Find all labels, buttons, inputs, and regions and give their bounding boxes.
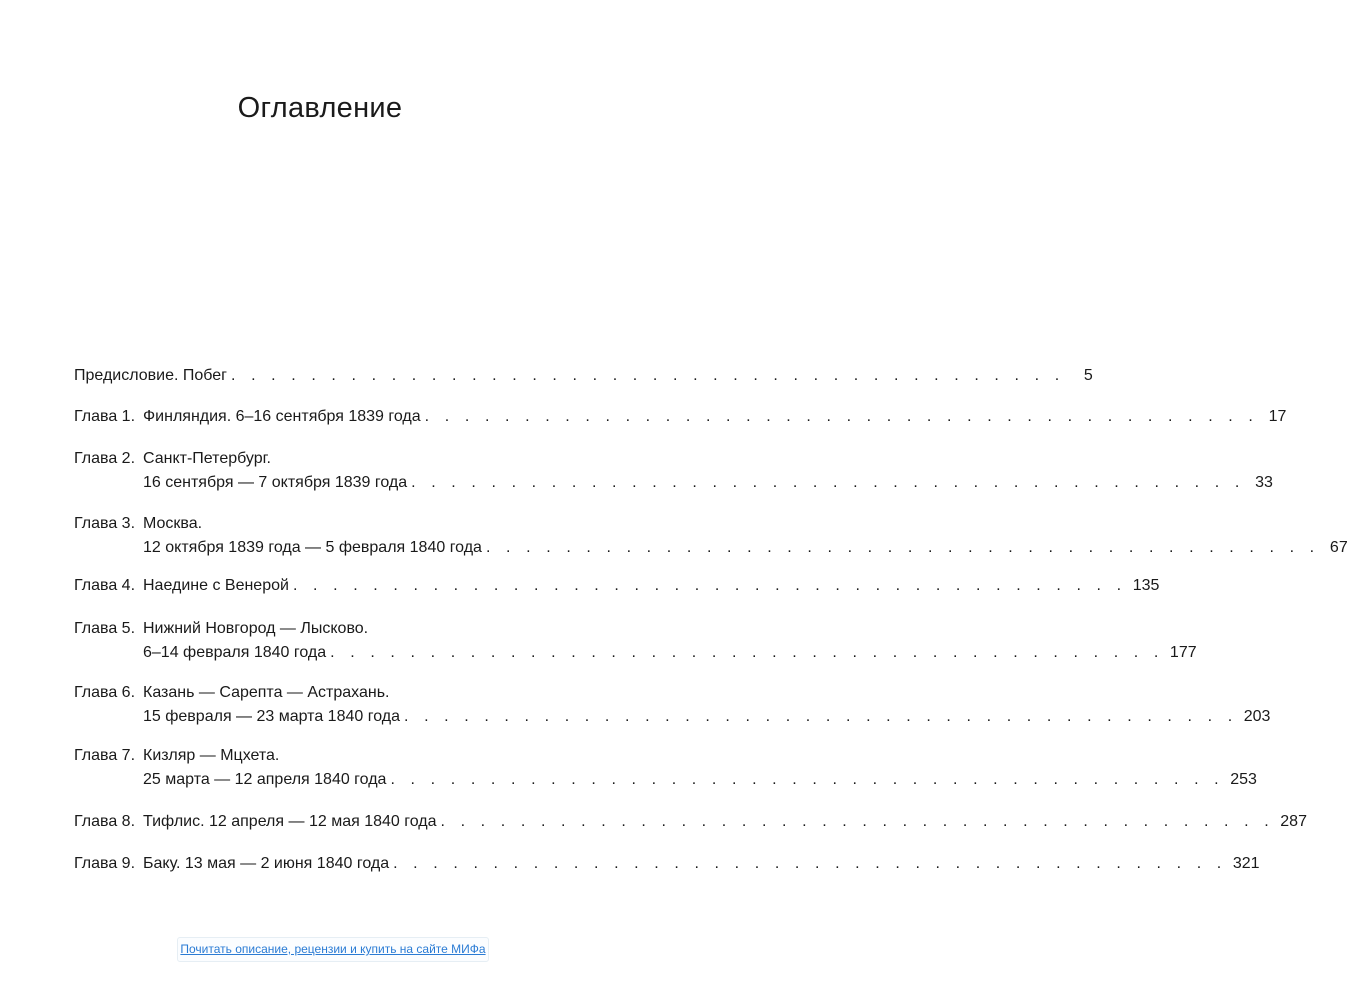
dot-leader: . . . . . . . . . . . . . . . . . . . . . . . . . . . . . . . . . . . . . . . . . . bbox=[230, 367, 1065, 384]
chapter-label: Глава 3. bbox=[74, 515, 136, 532]
dot-leader: . . . . . . . . . . . . . . . . . . . . . . . . . . . . . . . . . . . . . . . . . . bbox=[411, 474, 1245, 491]
toc-entry-subtitle: 25 марта — 12 апреля 1840 года bbox=[143, 771, 387, 788]
toc-entry-chapter-2 bbox=[74, 447, 1273, 495]
page-number: 203 bbox=[1243, 708, 1271, 725]
toc-entry-title: Тифлис. 12 апреля — 12 мая 1840 года bbox=[143, 813, 437, 830]
dot-leader: . . . . . . . . . . . . . . . . . . . . . . . . . . . . . . . . . . . . . . . . . . bbox=[440, 813, 1275, 830]
buy-on-mif-link[interactable]: Почитать описание, рецензии и купить на сайте МИФа bbox=[180, 942, 486, 956]
chapter-label: Глава 9. bbox=[74, 855, 136, 872]
chapter-label: Глава 7. bbox=[74, 747, 136, 764]
page-number: 67 bbox=[1329, 539, 1348, 556]
dot-leader: . . . . . . . . . . . . . . . . . . . . . . . . . . . . . . . . . . . . . . . . . . bbox=[403, 708, 1238, 725]
toc-entry-chapter-1 bbox=[74, 405, 1287, 429]
page-number: 5 bbox=[1083, 367, 1093, 384]
toc-entry-subtitle: 12 октября 1839 года — 5 февраля 1840 года bbox=[143, 539, 482, 556]
footer-link-box bbox=[177, 937, 489, 962]
page-number: 33 bbox=[1255, 474, 1273, 491]
chapter-label: Глава 4. bbox=[74, 577, 136, 594]
toc-entry-title: Нижний Новгород — Лысково. bbox=[143, 620, 369, 637]
toc-entry-title: Финляндия. 6–16 сентября 1839 года bbox=[143, 408, 421, 425]
page-number: 321 bbox=[1232, 855, 1260, 872]
dot-leader: . . . . . . . . . . . . . . . . . . . . . . . . . . . . . . . . . . . . . . . . . . bbox=[390, 771, 1225, 788]
dot-leader: . . . . . . . . . . . . . . . . . . . . . . . . . . . . . . . . . . . . . . . . . . bbox=[485, 539, 1320, 556]
toc-entry-title: Санкт-Петербург. bbox=[143, 450, 271, 467]
chapter-label: Глава 6. bbox=[74, 684, 136, 701]
toc-entry-title: Кизляр — Мцхета. bbox=[143, 747, 280, 764]
toc-entry-subtitle: 6–14 февраля 1840 года bbox=[143, 644, 327, 661]
dot-leader: . . . . . . . . . . . . . . . . . . . . . . . . . . . . . . . . . . . . . . . . . . bbox=[393, 855, 1227, 872]
toc-entry-subtitle: 15 февраля — 23 марта 1840 года bbox=[143, 708, 400, 725]
toc-entry-chapter-8 bbox=[74, 810, 1307, 834]
toc-entry-title: Предисловие. Побег bbox=[74, 367, 227, 384]
chapter-label: Глава 5. bbox=[74, 620, 136, 637]
page-title: Оглавление bbox=[237, 92, 403, 124]
page-number: 287 bbox=[1280, 813, 1307, 830]
toc-entry-chapter-7 bbox=[74, 744, 1257, 792]
toc-entry-title: Казань — Сарепта — Астрахань. bbox=[143, 684, 390, 701]
toc-entry-title: Наедине с Венерой bbox=[143, 577, 289, 594]
page-number: 253 bbox=[1230, 771, 1257, 788]
dot-leader: . . . . . . . . . . . . . . . . . . . . . . . . . . . . . . . . . . . . . . . . . . bbox=[292, 577, 1127, 594]
toc-entry-chapter-6 bbox=[74, 681, 1271, 729]
toc-entry-chapter-3 bbox=[74, 512, 1348, 560]
page-number: 17 bbox=[1268, 408, 1287, 425]
toc-entry-title: Баку. 13 мая — 2 июня 1840 года bbox=[143, 855, 390, 872]
chapter-label: Глава 2. bbox=[74, 450, 136, 467]
toc-entry-subtitle: 16 сентября — 7 октября 1839 года bbox=[143, 474, 408, 491]
dot-leader: . . . . . . . . . . . . . . . . . . . . . . . . . . . . . . . . . . . . . . . . . . bbox=[424, 408, 1259, 425]
page-number: 135 bbox=[1132, 577, 1160, 594]
toc-entry-preface bbox=[74, 364, 1093, 388]
chapter-label: Глава 8. bbox=[74, 813, 136, 830]
chapter-label: Глава 1. bbox=[74, 408, 136, 425]
toc-entry-chapter-4 bbox=[74, 574, 1160, 598]
toc-entry-chapter-9 bbox=[74, 852, 1260, 876]
toc-entry-chapter-5 bbox=[74, 617, 1197, 665]
page-number: 177 bbox=[1169, 644, 1197, 661]
dot-leader: . . . . . . . . . . . . . . . . . . . . . . . . . . . . . . . . . . . . . . . . . . bbox=[330, 644, 1164, 661]
toc-entry-title: Москва. bbox=[143, 515, 203, 532]
